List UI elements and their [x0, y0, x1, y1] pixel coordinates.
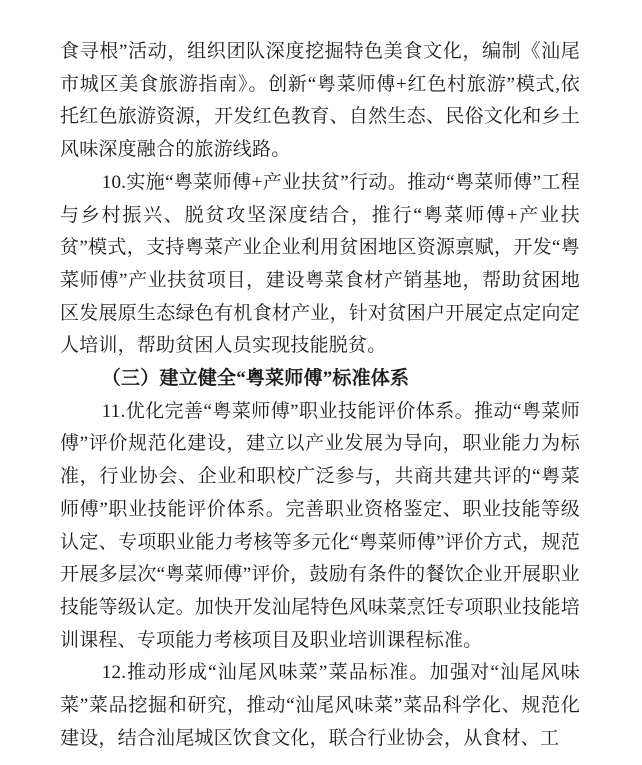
paragraph-continuation: 食寻根”活动，组织团队深度挖掘特色美食文化，编制《汕尾市城区美食旅游指南》。创新“粤菜师傅+红色村旅游”模式,依托红色旅游资源，开发红色教育、自然生态、民俗文化和乡土风味深度融合的旅游线路。 [60, 41, 580, 161]
paragraph-item-10: 10.实施“粤菜师傅+产业扶贫”行动。推动“粤菜师傅”工程与乡村振兴、脱贫攻坚深度结合，推行“粤菜师傅+产业扶贫”模式，支持粤菜产业企业利用贫困地区资源禀赋，开发“粤菜师傅”产业扶贫项目，建设粤菜食材产销基地，帮助贫困地区发展原生态绿色有机食材产业，针对贫困户开展定点定向定人培训，帮助贫困人员实现技能脱贫。 [60, 171, 580, 357]
paragraph-item-11: 11.优化完善“粤菜师傅”职业技能评价体系。推动“粤菜师傅”评价规范化建设，建立以产业发展为导向，职业能力为标准，行业协会、企业和职校广泛参与，共商共建共评的“粤菜师傅”职业技能评价体系。完善职业资格鉴定、职业技能等级认定、专项职业能力考核等多元化“粤菜师傅”评价方式，规范开展多层次“粤菜师傅”评价，鼓励有条件的餐饮企业开展职业技能等级认定。加快开发汕尾特色风味菜烹饪专项职业技能培训课程、专项能力考核项目及职业培训课程标准。 [60, 400, 580, 651]
paragraph-item-12: 12.推动形成“汕尾风味菜”菜品标准。加强对“汕尾风味菜”菜品挖掘和研究，推动“汕尾风味菜”菜品科学化、规范化建设，结合汕尾城区饮食文化，联合行业协会，从食材、工 [60, 662, 580, 749]
section-heading: （三）建立健全“粤菜师傅”标准体系 [101, 368, 410, 390]
